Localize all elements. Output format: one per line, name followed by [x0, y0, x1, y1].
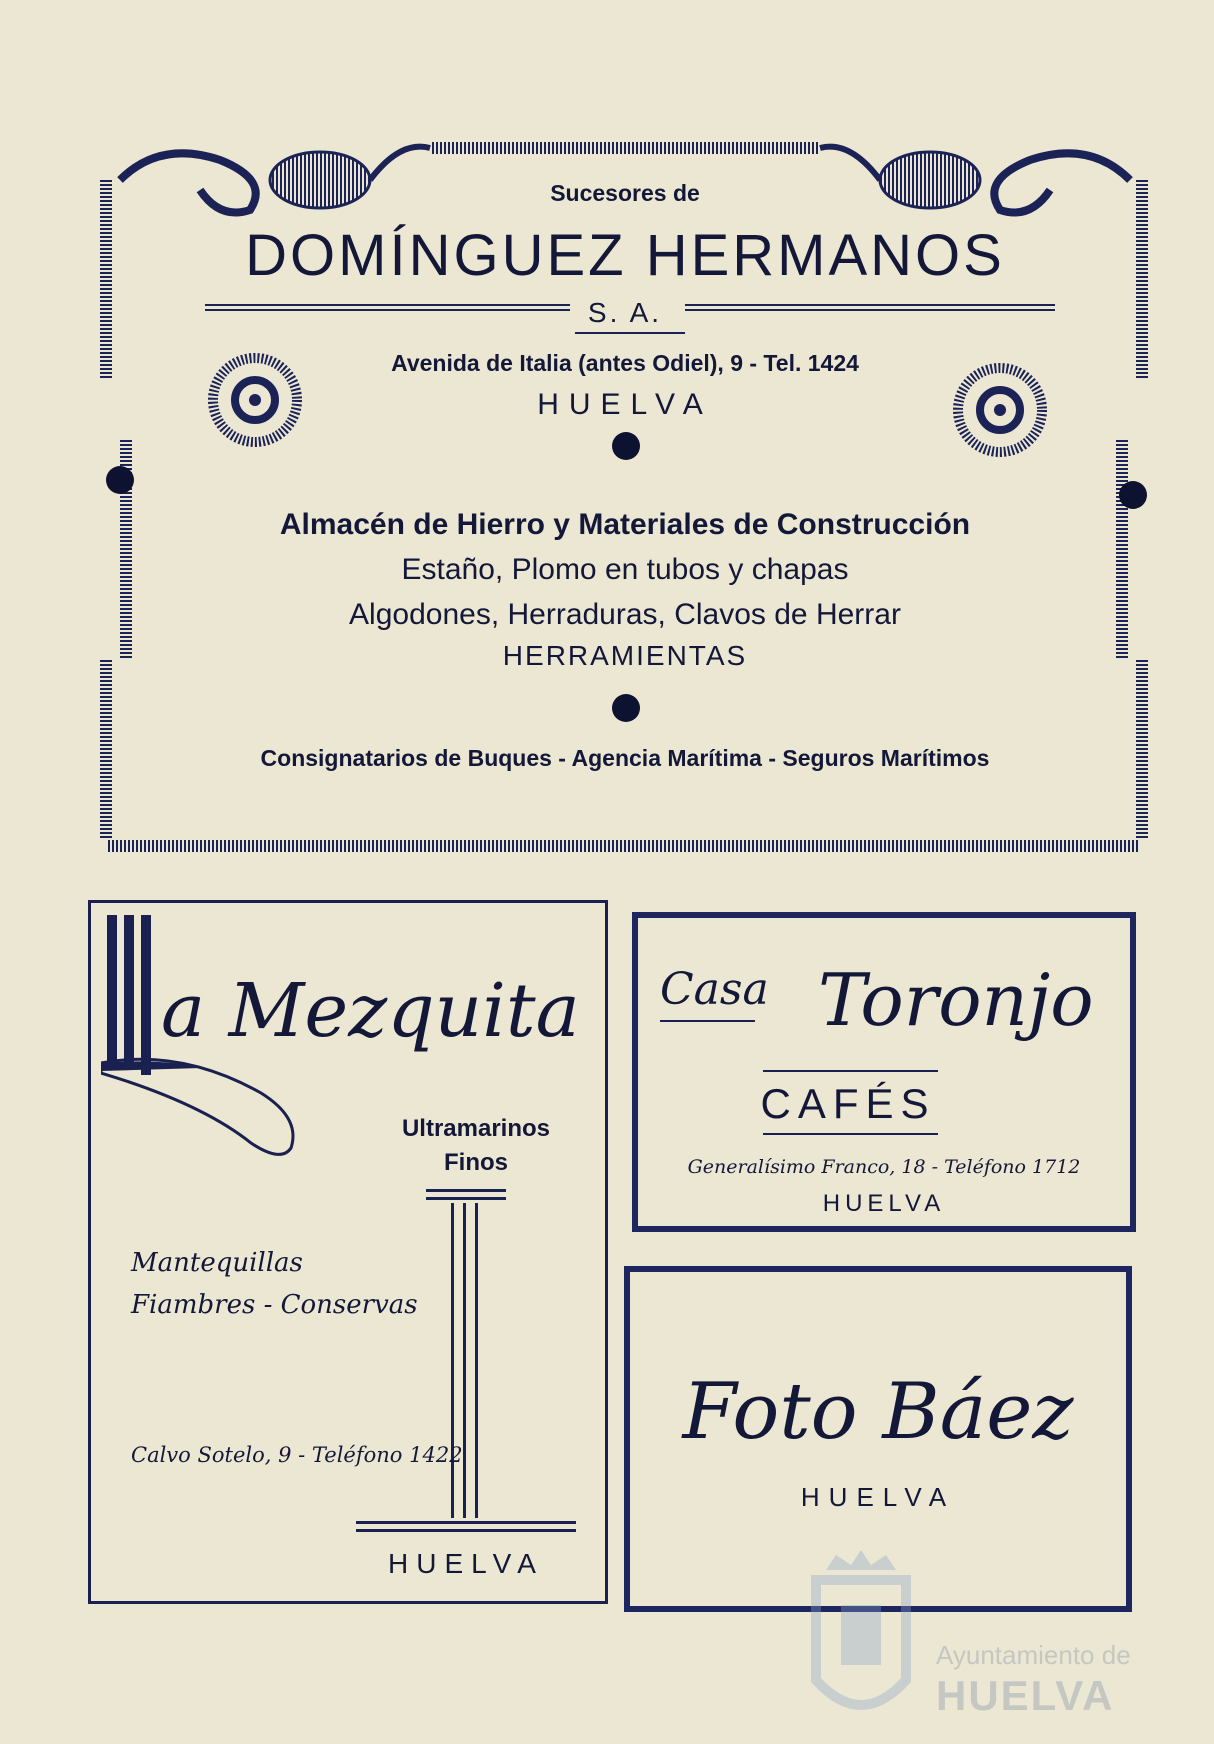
logo-swoosh	[101, 1053, 311, 1163]
services-line: Consignatarios de Buques - Agencia Marítima - Seguros Marítimos	[260, 745, 990, 771]
company-name: DOMÍNGUEZ HERMANOS	[245, 223, 1005, 288]
address-line: Calvo Sotelo, 9 - Teléfono 1422	[131, 1443, 463, 1467]
product-rule-top	[763, 1070, 938, 1072]
mezquita-ad	[88, 900, 608, 1604]
watermark-line-2: HUELVA	[936, 1672, 1115, 1719]
bullet-dot	[612, 432, 640, 460]
logo-stripe	[141, 915, 151, 1075]
column-shaft	[475, 1203, 478, 1518]
city-name: HUELVA	[800, 1482, 956, 1512]
column-capital	[426, 1197, 506, 1200]
products-line-2: Fiambres - Conservas	[131, 1290, 418, 1320]
products-line-1: Almacén de Hierro y Materiales de Construcción	[279, 508, 971, 541]
product-rule-bottom	[763, 1133, 938, 1135]
address-line: Avenida de Italia (antes Odiel), 9 - Tel. 1424	[391, 350, 859, 376]
logo-stripe	[107, 915, 117, 1065]
store-name: a Mezquita	[161, 968, 580, 1054]
ayuntamiento-watermark	[806, 1550, 1136, 1730]
watermark-line-1: Ayuntamiento de	[936, 1640, 1131, 1670]
prefix-underline	[660, 1020, 755, 1022]
address-line: Generalísimo Franco, 18 - Teléfono 1712	[687, 1156, 1081, 1178]
column-capital	[426, 1189, 506, 1192]
company-suffix: S. A.	[587, 297, 663, 328]
city-name: HUELVA	[822, 1190, 946, 1217]
casa-prefix: Casa	[660, 964, 769, 1015]
coat-of-arms-icon	[806, 1550, 916, 1730]
toronjo-ad	[632, 912, 1136, 1232]
column-base	[356, 1521, 576, 1524]
subtitle-line-1: Ultramarinos	[401, 1115, 551, 1142]
column-base	[356, 1529, 576, 1532]
product-name: CAFÉS	[760, 1080, 936, 1127]
subtitle-line-2: Finos	[444, 1149, 508, 1176]
products-line-2: Estaño, Plomo en tubos y chapas	[401, 553, 849, 586]
bullet-dot	[612, 694, 640, 722]
products-line-1: Mantequillas	[131, 1248, 303, 1278]
column-shaft	[463, 1203, 466, 1518]
city-name: HUELVA	[537, 388, 713, 421]
dominguez-hermanos-ad	[100, 140, 1150, 870]
products-line-4: HERRAMIENTAS	[502, 640, 748, 671]
logo-stripe	[124, 915, 134, 1070]
studio-name: Foto Báez	[682, 1367, 1074, 1457]
city-name: HUELVA	[388, 1548, 544, 1579]
prefix-text: Sucesores de	[550, 180, 700, 206]
column-shaft	[451, 1203, 454, 1518]
products-line-3: Algodones, Herraduras, Clavos de Herrar	[349, 598, 901, 631]
store-name: Toronjo	[818, 958, 1094, 1042]
